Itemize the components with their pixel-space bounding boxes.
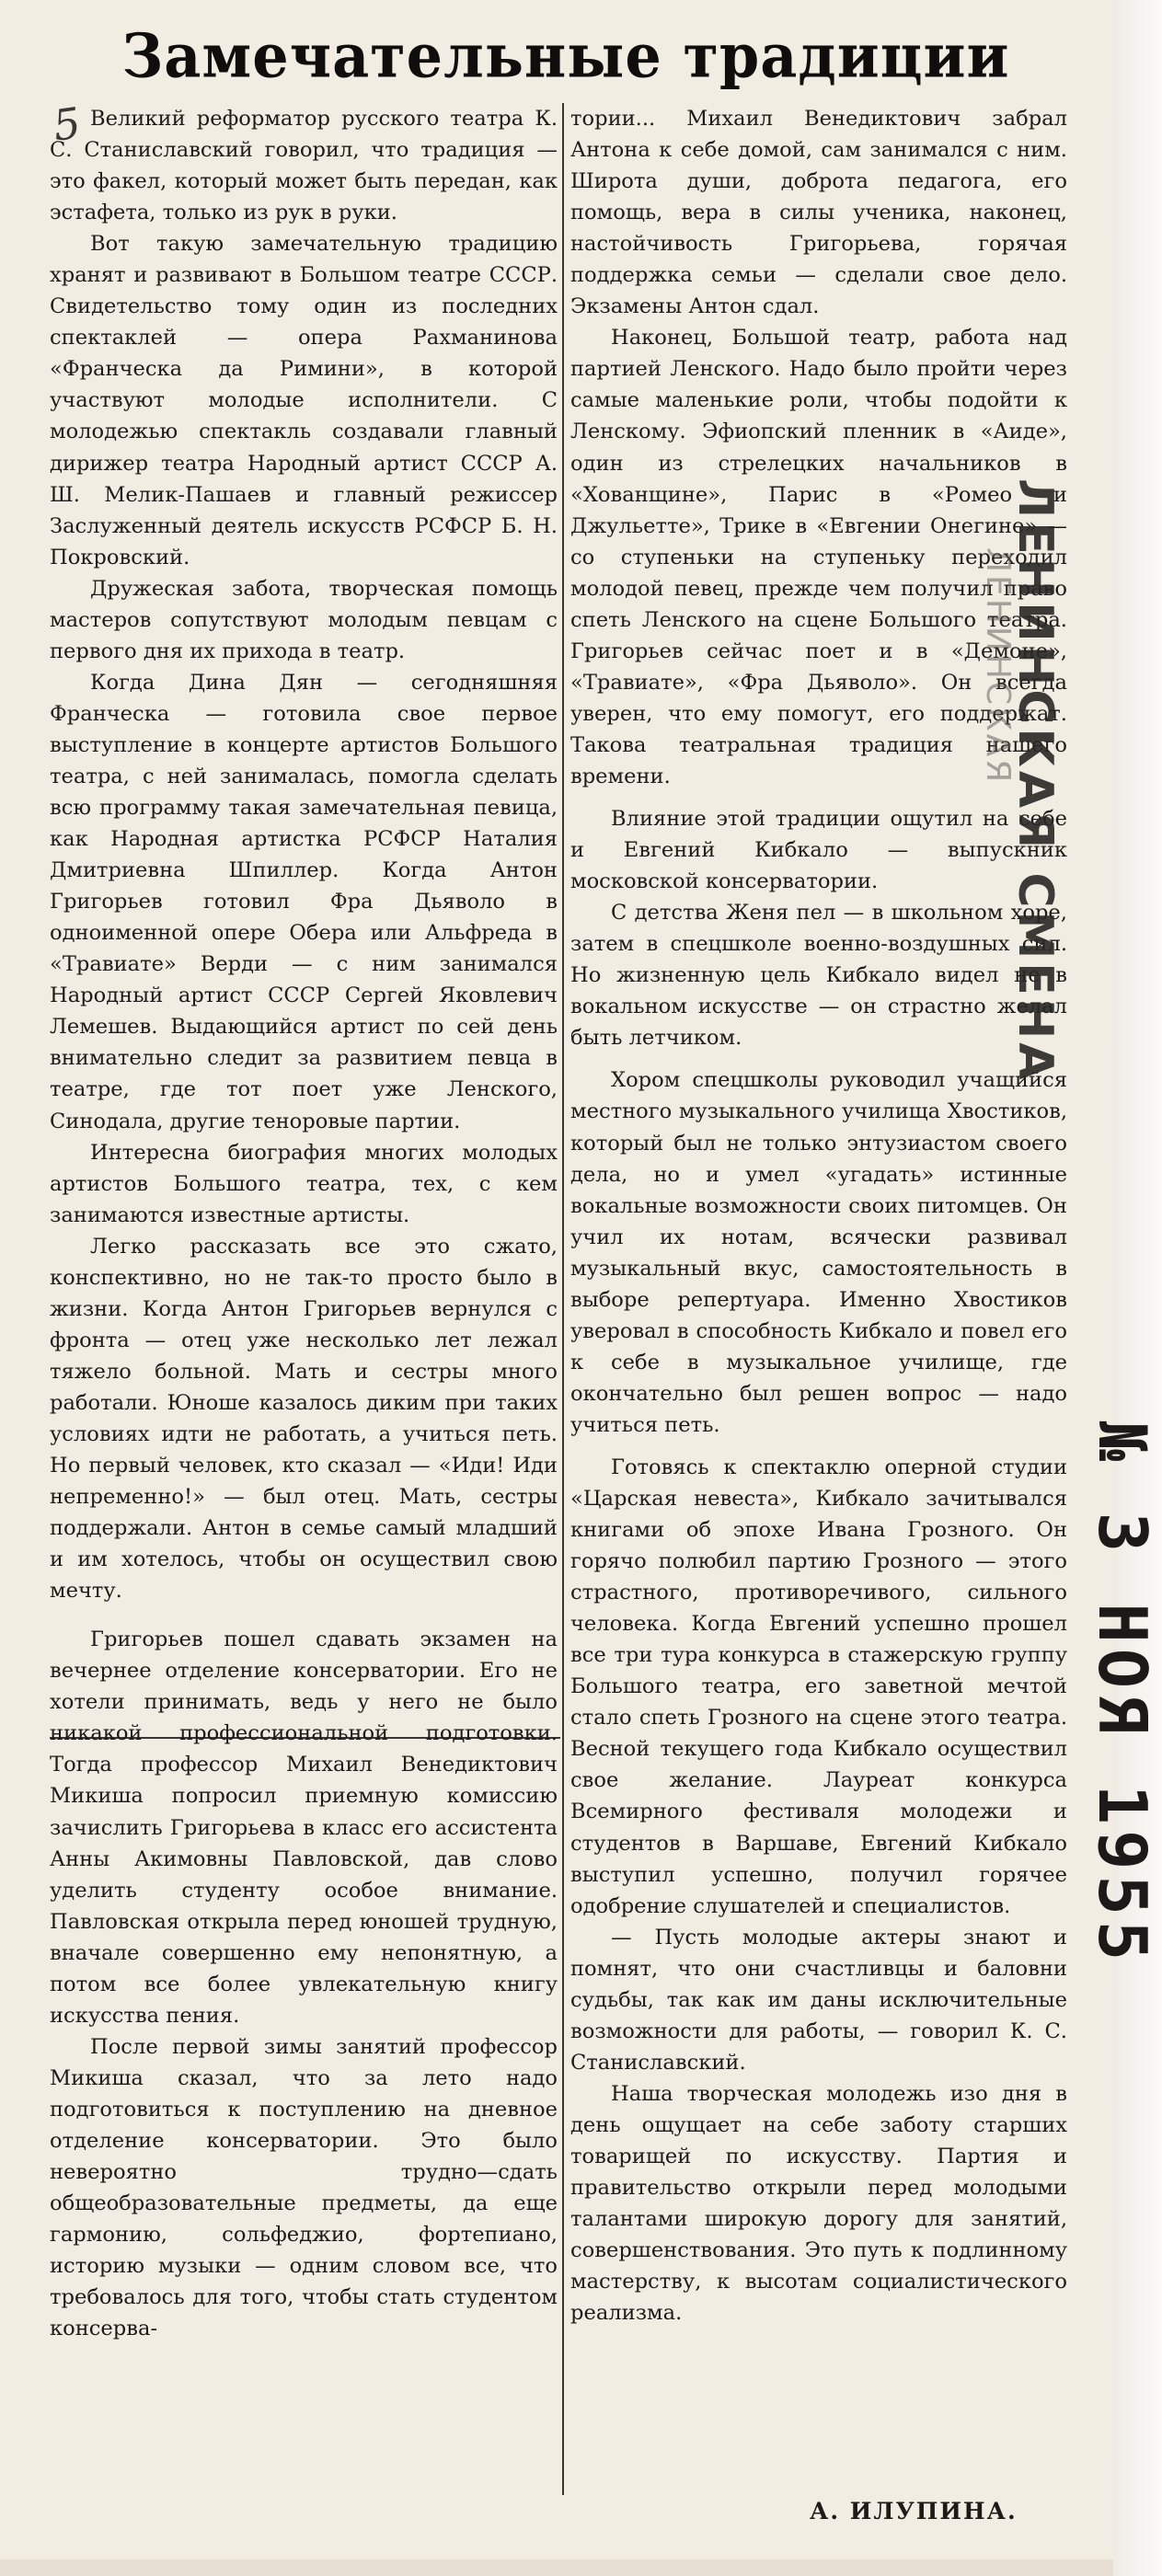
article-column-2 <box>567 103 1071 2500</box>
paragraph: Хором спецшколы руководил учащийся местного музыкального училища Хвостиков, который был не только энтузиастом своего дела, но и умел «угадать» истинные вокальные возможности своих питомцев. Он учил их нотам, всячески развивал музыкальный вкус, самостоятельность в выборе репертуара. Именно Хвостиков уверовал в способность Кибкало и повел его к себе в музыкальное училище, где окончательно был решен вопрос — надо учиться петь. <box>570 1068 1067 1437</box>
paragraph: После первой зимы занятий профессор Микиша сказал, что за лето надо подготовиться к поступлению на дневное отделение консерватории. Это было невероятно трудно—сдать общеобразовательные предметы, да еще гармонию, сольфеджио, фортепиано, историю музыки — одним словом все, что требовалось для того, чтобы стать студентом консерва- <box>50 2034 558 2341</box>
scan-margin <box>1113 0 1162 2576</box>
paragraph: — Пусть молодые актеры знают и помнят, что они счастливцы и баловни судьбы, так как им даны исключительные возможности для работы, — говорил К. С. Станиславский. <box>570 1925 1067 2075</box>
pencil-page-mark: 5 <box>50 98 84 151</box>
date-stamp: № 3 НОЯ 1955 <box>1084 1421 1161 1967</box>
paragraph: Вот такую замечательную традицию хранят и развивают в Большом театре СССР. Свидетельство тому один из последних спектаклей — опера Рахманинова «Франческа да Римини», в которой участвуют молодые исполнители. С молодежью спектакль создавали главный дирижер театра Народный артист СССР А. Ш. Мелик-Пашаев и главный режиссер Заслуженный деятель искусств РСФСР Б. Н. Покровский. <box>50 232 558 569</box>
paragraph: Наша творческая молодежь изо дня в день ощущает на себе заботу старших товарищей по искусству. Партия и правительство открыли перед молодыми талантами широкую дорогу для занятий, совершенствования. Это путь к подлинному мастерству, к высотам социалистического реализма. <box>570 2081 1067 2326</box>
paragraph: Наконец, Большой театр, работа над партией Ленского. Надо было пройти через самые маленькие роли, чтобы подойти к Ленскому. Эфиопский пленник в «Аиде», один из стрелецких начальников в «Хованщине», Парис в «Ромео и Джульетте», Трике в «Евгении Онегине» — со ступеньки на ступеньку переходил молодой певец, прежде чем получил право спеть Ленского на сцене Большого театра. Григорьев сейчас поет и в «Демоне», «Травиате», «Фра Дьяволо». Он всегда уверен, что ему помогут, его поддержат. Такова театральная традиция нашего времени. <box>570 326 1067 788</box>
article-title: Замечательные традиции <box>121 20 1010 92</box>
paragraph: Готовясь к спектаклю оперной студии «Царская невеста», Кибкало зачитывался книгами об эпохе Ивана Грозного. Он горячо полюбил партию Грозного — этого страстного, противоречивого, сильного человека. Когда Евгений успешно прошел все три тура конкурса в стажерскую группу Большого театра, его заветной мечтой стало спеть Грозного на сцене этого театра. Весной текущего года Кибкало осуществил свое желание. Лауреат конкурса Всемирного фестиваля молодежи и студентов в Варшаве, Евгений Кибкало выступил успешно, получил горячее одобрение слушателей и специалистов. <box>570 1455 1067 1918</box>
paragraph: Великий реформатор русского театра К. С. Станиславский говорил, что традиция — это факел, который может быть передан, как эстафета, только из рук в руки. <box>50 107 558 225</box>
paragraph: тории... Михаил Венедиктович забрал Антона к себе домой, сам занимался с ним. Широта души, доброта педагога, его помощь, вера в силы ученика, наконец, настойчивость Григорьева, горячая поддержка семьи — сделали свое дело. Экзамены Антон сдал. <box>570 107 1067 319</box>
paragraph: Интересна биография многих молодых артистов Большого театра, тех, с кем занимаются известные артисты. <box>50 1140 558 1227</box>
publication-stamp: ЛЕНИНСКАЯ СМЕНА <box>1007 478 1063 1084</box>
clipping-bottom-edge <box>0 2559 1113 2576</box>
paragraph: Легко рассказать все это сжато, конспективно, но не так-то просто было в жизни. Когда Антон Григорьев вернулся с фронта — отец уже несколько лет лежал тяжело больной. Мать и сестры много работали. Юноше казалось диким при таких условиях идти не работать, а учиться петь. Но первый человек, кто сказал — «Иди! Иди непременно!» — был отец. Мать, сестры поддержали. Антон в семье самый младший и им хотелось, чтобы он осуществил свою мечту. <box>50 1234 558 1604</box>
paragraph: Когда Дина Дян — сегодняшняя Франческа — готовила свое первое выступление в концерте артистов Большого театра, с ней занималась, помогла сделать всю программу такая замечательная певица, как Народная артистка РСФСР Наталия Дмитриевна Шпиллер. Когда Антон Григорьев готовил Фра Дьяволо в одноименной опере Обера или Альфреда в «Травиате» Верди — с ним занимался Народный артист СССР Сергей Яковлевич Лемешев. Выдающийся артист по сей день внимательно следит за развитием певца в театре, где тот поет уже Ленского, Синодала, другие теноровые партии. <box>50 670 558 1133</box>
author-signature: А. ИЛУПИНА. <box>810 2498 1018 2524</box>
paragraph: Григорьев пошел сдавать экзамен на вечернее отделение консерватории. Его не хотели принимать, ведь у него не было никакой профессиональной подготовки. Тогда профессор Михаил Венедиктович Микиша попросил приемную комиссию зачислить Григорьева в класс его ассистента Анны Акимовны Павловской, дав слово уделить студенту особое внимание. Павловская открыла перед юношей трудную, вначале совершенно ему непонятную, а потом все более увлекательную книгу искусства пения. <box>50 1627 558 2028</box>
paragraph: С детства Женя пел — в школьном хоре, затем в спецшколе военно-воздушных сил. Но жизненную цель Кибкало видел не в вокальном искусстве — он страстно желал быть летчиком. <box>570 901 1067 1051</box>
column-divider <box>562 103 564 2495</box>
bleed-through-stamp: ЛЕНИНСКАЯ <box>979 547 1017 786</box>
paragraph: Влияние этой традиции ощутил на себе и Евгений Кибкало — выпускник московской консерватории. <box>570 807 1067 894</box>
article-column-1 <box>42 103 559 2500</box>
paragraph: Дружеская забота, творческая помощь мастеров сопутствуют молодым певцам с первого дня их прихода в театр. <box>50 576 558 663</box>
